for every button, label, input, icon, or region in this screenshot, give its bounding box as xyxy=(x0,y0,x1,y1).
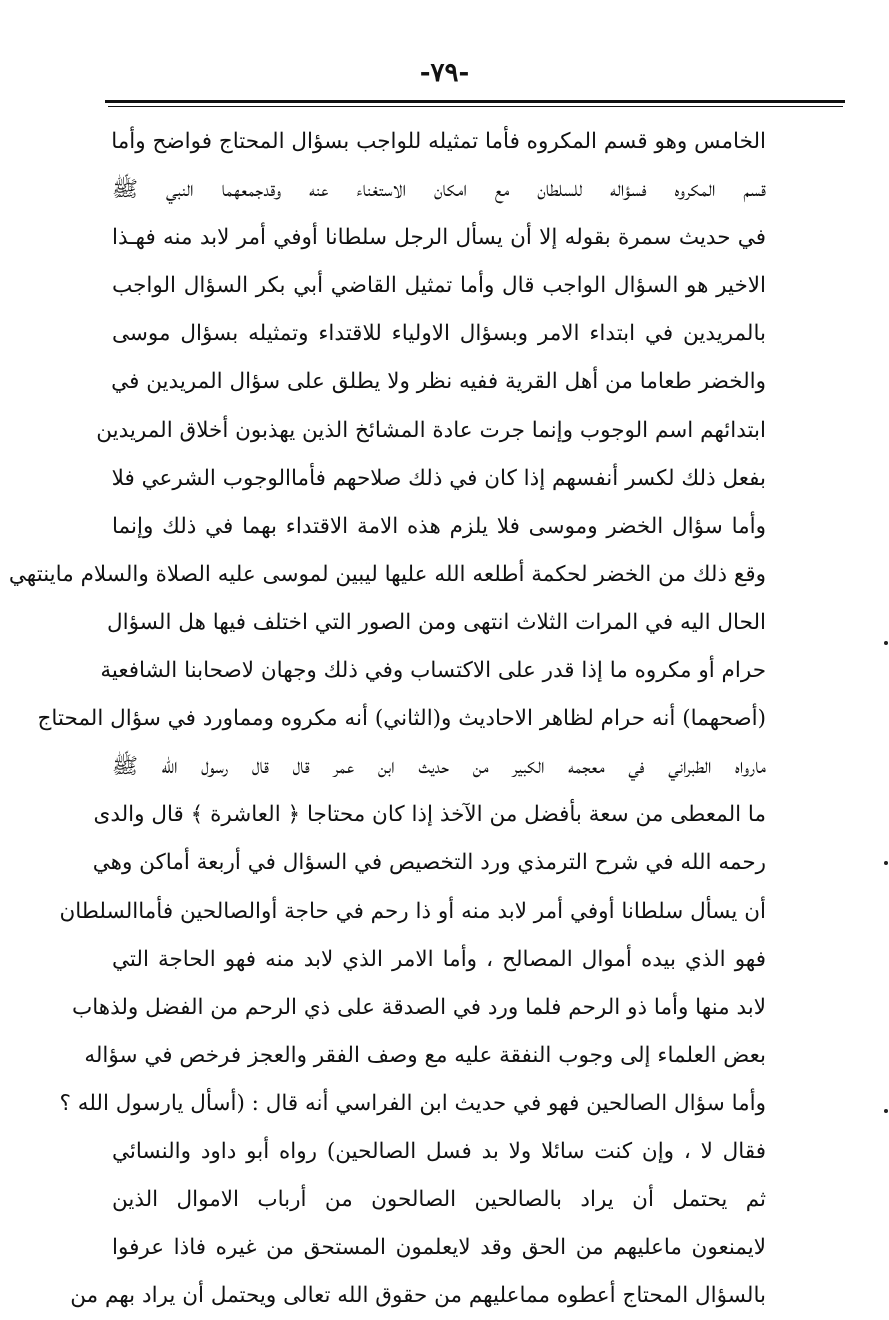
text-line: قسم المكروه فسؤاله للسلطان مع امكان الاستغناء عنه وقدجمعهما النبي ﷺ xyxy=(112,177,766,203)
margin-mark xyxy=(884,861,888,865)
text-line: فقال لا ، وإن كنت سائلا ولا بد فسل الصالحين) رواه أبو داود والنسائي xyxy=(112,1138,766,1164)
text-line: لايمنعون ماعليهم من الحق وقد لايعلمون المستحق من غيره فاذا عرفوا xyxy=(112,1235,766,1261)
text-line: بفعل ذلك لكسر أنفسهم إذا كان في ذلك صلاحهم فأماالوجوب الشرعي فلا xyxy=(111,465,766,491)
text-line: الحال اليه في المرات الثلاث انتهى ومن الصور التي اختلف فيها هل السؤال xyxy=(107,609,766,635)
text-line: وأما سؤال الصالحين فهو في حديث ابن الفراسي أنه قال : (أسأل يارسول الله ؟ xyxy=(59,1090,766,1116)
text-line: في حديث سمرة بقوله إلا أن يسأل الرجل سلطانا أوفي أمر لابد منه فهـذا xyxy=(112,225,766,251)
text-line: وأما سؤال الخضر وموسى فلا يلزم هذه الامة الاقتداء بهما في ذلك وإنما xyxy=(112,513,766,539)
text-line: بالمريدين في ابتداء الامر وبسؤال الاولياء للاقتداء وتمثيله بسؤال موسى xyxy=(112,321,766,347)
text-line: ثم يحتمل أن يراد بالصالحين الصالحون من أرباب الاموال الذين xyxy=(112,1187,766,1213)
margin-mark xyxy=(884,1109,888,1113)
text-line: ابتدائهم اسم الوجوب وإنما جرت عادة المشائخ الذين يهذبون أخلاق المريدين xyxy=(96,417,766,443)
header-rule-thin xyxy=(108,106,843,107)
header-rule xyxy=(105,100,845,103)
text-line: حرام أو مكروه ما إذا قدر على الاكتساب وفي ذلك وجهان لاصحابنا الشافعية xyxy=(100,658,766,684)
text-line: بالسؤال المحتاج أعطوه مماعليهم من حقوق الله تعالى ويحتمل أن يراد بهم من xyxy=(70,1283,766,1309)
text-line: أن يسأل سلطانا أوفي أمر لابد منه أو ذا رحم في حاجة أوالصالحين فأماالسلطان xyxy=(59,898,766,924)
text-line: مارواه الطبراني في معجمه الكبير من حديث ابن عمر قال قال رسول الله ﷺ xyxy=(112,754,766,780)
text-line: رحمه الله في شرح الترمذي ورد التخصيص في السؤال في أربعة أماكن وهي xyxy=(92,850,766,876)
text-line: (أصحهما) أنه حرام لظاهر الاحاديث و(الثاني) أنه مكروه ومماورد في سؤال المحتاج xyxy=(37,706,766,732)
text-line: لابد منها وأما ذو الرحم فلما ورد في الصدقة على ذي الرحم من الفضل ولذهاب xyxy=(71,994,766,1020)
text-line: الخامس وهو قسم المكروه فأما تمثيله للواجب بسؤال المحتاج فواضح وأما xyxy=(111,129,766,154)
text-line: فهو الذي بيده أموال المصالح ، وأما الامر الذي لابد منه فهو الحاجة التي xyxy=(112,946,766,972)
text-line: وقع ذلك من الخضر لحكمة أطلعه الله عليها ليبين لموسى عليه الصلاة والسلام ماينتهي xyxy=(8,561,766,587)
margin-mark xyxy=(884,641,888,645)
text-line: الاخير هو السؤال الواجب قال وأما تمثيل القاضي أبي بكر السؤال الواجب xyxy=(112,273,766,299)
text-line: والخضر طعاما من أهل القرية ففيه نظر ولا يطلق على سؤال المريدين في xyxy=(111,369,766,395)
text-line: بعض العلماء إلى وجوب النفقة عليه مع وصف الفقر والعجز فرخص في سؤاله xyxy=(84,1042,766,1068)
page-number: -٧٩- xyxy=(419,58,470,88)
body-text xyxy=(8,118,766,1320)
text-line: ما المعطى من سعة بأفضل من الآخذ إذا كان محتاجا ﴿ العاشرة ﴾ قال والدى xyxy=(93,802,766,828)
